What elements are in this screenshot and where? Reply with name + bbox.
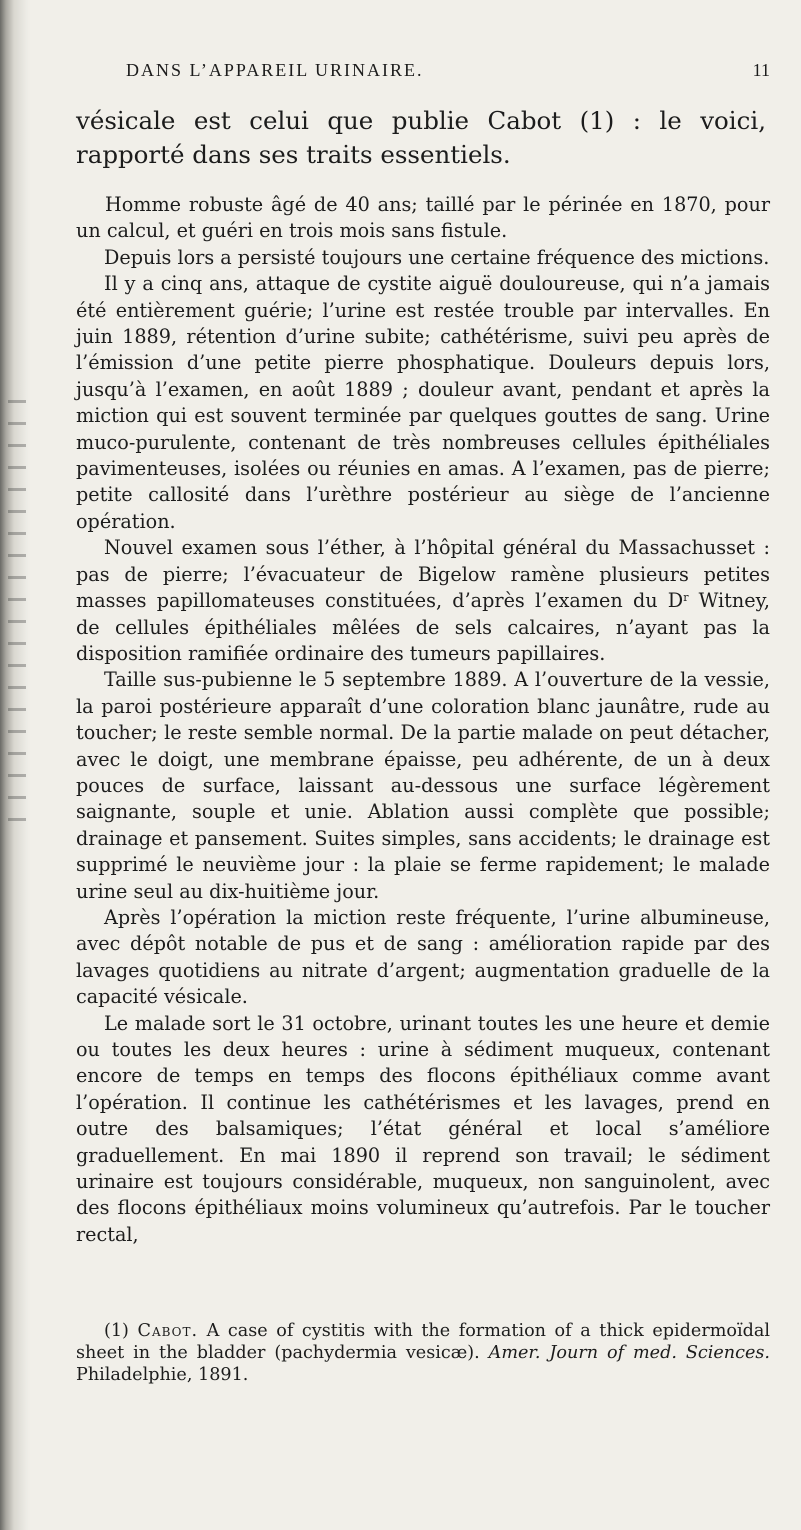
case-paragraph-7: Le malade sort le 31 octobre, urinant toutes les une heure et demie ou toutes les deux heures : urine à sédiment muqueux, contenant encore de temps en temps des flocons épithéliaux comme avant l’opération. Il continue les cathétérismes et les lavages, prend en outre des balsamiques; l’état général et local s’améliore graduellement. En mai 1890 il reprend son travail; le sédiment urinaire est toujours considérable, muqueux, non sanguinolent, avec des flocons épithéliaux moins volumineux qu’autrefois. Par le toucher rectal, xyxy=(76,1011,770,1246)
footnote-title: A case of cystitis with the formation of a thick epidermoïdal sheet in the bladder (pachydermia vesicæ). xyxy=(76,1321,771,1363)
case-paragraph-4-end: Witney, de cellules épithéliales mêlées de sels calcaires, n’ayant pas la disposition ramifiée ordinaire des tumeurs papillaires. xyxy=(76,589,770,665)
intro-paragraph: vésicale est celui que publie Cabot (1) : le voici, rapporté dans ses traits essentiels. xyxy=(76,106,766,169)
running-title: DANS L’APPAREIL URINAIRE. xyxy=(126,60,424,80)
case-paragraph-4-start: Nouvel examen sous l’éther, à l’hôpital général du Massachusset : pas de pierre; l’évacuateur de Bigelow ramène plusieurs petites masses papillomateuses constituées, d’après l’examen du D xyxy=(76,536,770,613)
case-paragraph-1: Homme robuste âgé de 40 ans; taillé par le périnée en 1870, pour un calcul, et guéri en trois mois sans fistule. xyxy=(76,193,770,243)
footnote-journal: Amer. Journ of med. Sciences. xyxy=(488,1343,770,1363)
doctor-superscript: r xyxy=(683,591,689,605)
page-number: 11 xyxy=(752,60,770,80)
footnote-text xyxy=(76,1320,770,1386)
case-paragraph-2: Depuis lors a persisté toujours une certaine fréquence des mictions. xyxy=(104,245,770,269)
gutter-marks xyxy=(8,400,26,840)
footnote-marker: (1) xyxy=(104,1321,129,1341)
footnote-place-year: Philadelphie, 1891. xyxy=(76,1365,249,1385)
case-paragraph-4 xyxy=(76,535,770,667)
footnote xyxy=(76,1320,770,1386)
case-paragraph-5: Taille sus-pubienne le 5 septembre 1889. A l’ouverture de la vessie, la paroi postérieure apparaît d’une coloration blanc jaunâtre, rude au toucher; le reste semble normal. De la partie malade on peut détacher, avec le doigt, une membrane épaisse, peu adhérente, de un à deux pouces de surface, laissant au-dessous une surface légèrement saignante, souple et unie. Ablation aussi complète que possible; drainage et pansement. Suites simples, sans accidents; le drainage est supprimé le neuvième jour : la plaie se ferme rapidement; le malade urine seul au dix-huitième jour. xyxy=(76,668,770,903)
case-paragraph-6: Après l’opération la miction reste fréquente, l’urine albumineuse, avec dépôt notable de pus et de sang : amélioration rapide par des lavages quotidiens au nitrate d’argent; augmentation graduelle de la capacité vésicale. xyxy=(76,905,770,1009)
case-report xyxy=(76,192,770,1248)
binding-gutter xyxy=(0,0,30,1530)
case-paragraph-3: Il y a cinq ans, attaque de cystite aiguë douloureuse, qui n’a jamais été entièrement guérie; l’urine est restée trouble par intervalles. En juin 1889, rétention d’urine subite; cathétérisme, suivi peu après de l’émission d’une petite pierre phosphatique. Douleurs depuis lors, jusqu’à l’examen, en août 1889 ; douleur avant, pendant et après la miction qui est souvent terminée par quelques gouttes de sang. Urine muco-purulente, contenant de très nombreuses cellules épithéliales pavimenteuses, isolées ou réunies en amas. A l’examen, pas de pierre; petite callosité dans l’urèthre postérieur au siège de l’ancienne opération. xyxy=(76,272,770,533)
footnote-author: Cabot. xyxy=(137,1321,199,1341)
